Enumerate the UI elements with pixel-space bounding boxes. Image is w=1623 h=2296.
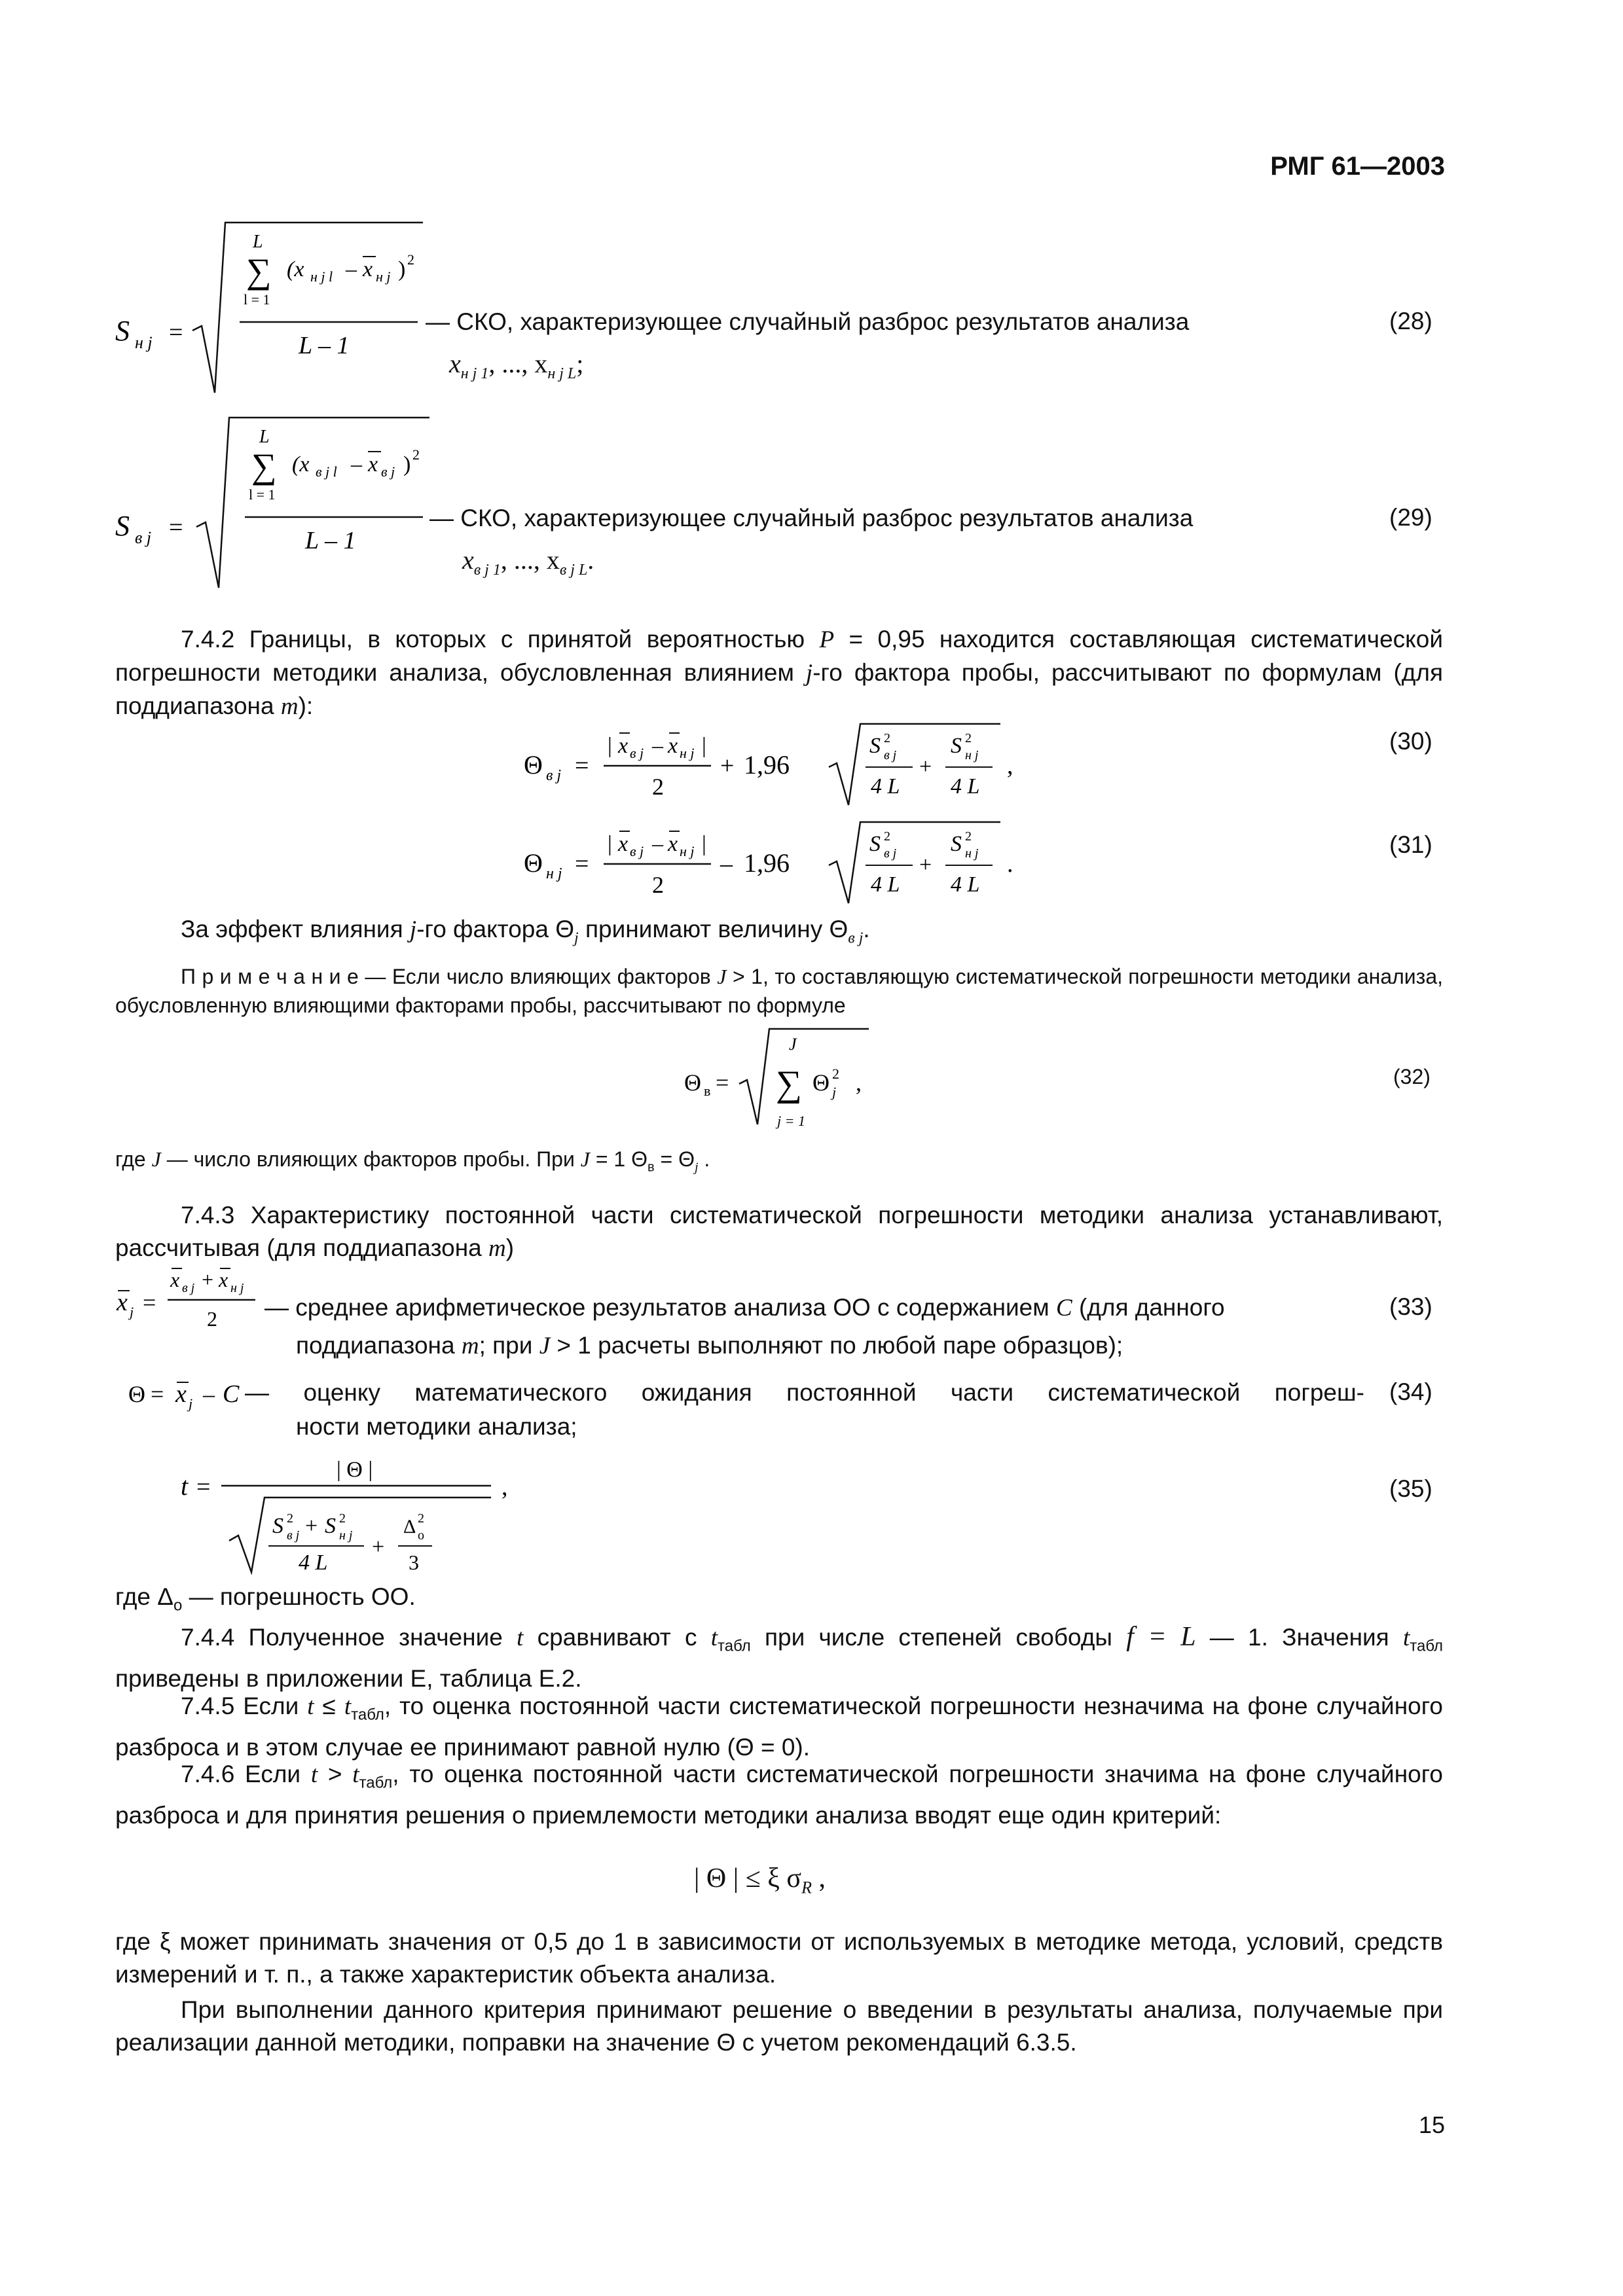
formula-35 <box>115 1444 1490 1575</box>
where-J-line: где J — число влияющих факторов пробы. При J = 1 $\Theta_в = \Theta_j$ . <box>115 1147 710 1175</box>
svg-text:в j: в j <box>630 843 644 859</box>
where-xi-paragraph: где ξ может принимать значения от 0,5 до 1 в зависимости от используемых в методике метода, условий, средств измерений и т. п., а также характеристик объекта анализа. <box>115 1928 1443 1988</box>
svg-text:2: 2 <box>287 1511 293 1526</box>
svg-text:н j: н j <box>680 843 695 859</box>
svg-text:S: S <box>869 734 881 758</box>
svg-text:+: + <box>919 853 932 877</box>
f28-continuation: $x_{н j 1}$, ..., $x_{н j L}$; <box>449 349 584 382</box>
svg-text:4 L: 4 L <box>299 1551 328 1575</box>
svg-text:(x: (x <box>287 257 304 281</box>
svg-text:в j: в j <box>884 748 897 762</box>
svg-text:4 L: 4 L <box>951 774 980 798</box>
formula-30 <box>0 713 1623 812</box>
svg-text:4 L: 4 L <box>951 872 980 897</box>
paragraph-7-4-2: 7.4.2 Границы, в которых с принятой вероятностью P = 0,95 находится составляющая систематической погрешности методики анализа, обусловленная влиянием j-го фактора пробы, рассчитывают по формулам (для поддиапазона m): <box>115 626 1443 720</box>
svg-text:x: x <box>618 832 629 856</box>
f29-continuation: $x_{в j 1}$, ..., $x_{в j L}$. <box>462 545 594 579</box>
svg-text:в j: в j <box>135 528 152 547</box>
svg-text:н j: н j <box>965 748 979 762</box>
svg-text:в j l: в j l <box>316 463 337 480</box>
svg-text:L: L <box>259 427 270 447</box>
svg-text:2: 2 <box>965 731 972 745</box>
final-paragraph: При выполнении данного критерия принимают решение о введении в результаты анализа, получаемые при реализации данной методики, поправки на значение Θ с учетом рекомендаций 6.3.5. <box>115 1996 1443 2056</box>
svg-text:S: S <box>951 832 962 856</box>
svg-text:Δ: Δ <box>403 1516 416 1537</box>
svg-text:2: 2 <box>418 1511 424 1526</box>
svg-text:|: | <box>608 734 612 758</box>
f28-lhs: S <box>115 315 130 347</box>
svg-text:2: 2 <box>832 1066 839 1082</box>
svg-text:Θ: Θ <box>524 750 543 780</box>
svg-text:j: j <box>189 1395 193 1412</box>
f34-continuation: ности методики анализа; <box>296 1413 577 1440</box>
paragraph-7-4-3: 7.4.3 Характеристику постоянной части систематической погрешности методики анализа устанавливают, рассчитывая (для поддиапазона m) <box>115 1202 1443 1262</box>
svg-text:=: = <box>575 752 589 780</box>
svg-text:2: 2 <box>884 829 890 844</box>
svg-text:2: 2 <box>884 731 890 745</box>
f29-number: (29) <box>1389 504 1432 531</box>
svg-text:–: – <box>652 734 663 758</box>
svg-text:): ) <box>403 452 411 476</box>
svg-text:в j: в j <box>630 745 644 761</box>
svg-text:Θ: Θ <box>812 1069 830 1096</box>
svg-text:l = 1: l = 1 <box>244 291 270 308</box>
f28-sigma: ∑ <box>246 251 272 291</box>
svg-text:=: = <box>169 319 183 346</box>
svg-text:=: = <box>196 1473 211 1501</box>
svg-text:+: + <box>202 1268 214 1291</box>
formula-30-math <box>524 713 1113 812</box>
note: П р и м е ч а н и е — Если число влияющих факторов J > 1, то составляющую систематической погрешности методики анализа, обусловленную влияющими факторами пробы, рассчитывают по формуле <box>115 965 1444 1017</box>
svg-text:–: – <box>652 832 663 856</box>
f33-description: — среднее арифметическое результатов анализа ОО с содержанием C (для данного <box>264 1294 1225 1321</box>
svg-text:L – 1: L – 1 <box>305 527 356 554</box>
svg-text:в j: в j <box>884 846 897 861</box>
svg-text:=: = <box>151 1381 164 1407</box>
svg-text:–: – <box>720 850 733 878</box>
where-delta-line: где $\Delta_о$ — погрешность ОО. <box>115 1583 416 1615</box>
svg-text:x: x <box>668 734 678 758</box>
svg-text:2: 2 <box>407 251 414 268</box>
svg-text:н j: н j <box>965 846 979 861</box>
svg-text:2: 2 <box>207 1307 217 1331</box>
svg-text:1,96: 1,96 <box>744 750 790 780</box>
svg-text:в j: в j <box>182 1281 195 1295</box>
f32-number: (32) <box>1393 1065 1431 1088</box>
f34-description: — оценку математического ожидания постоянной части систематической погреш- <box>245 1379 1364 1406</box>
svg-text:,: , <box>501 1473 508 1501</box>
svg-text:L: L <box>253 232 263 252</box>
svg-text:+: + <box>305 1514 318 1538</box>
svg-text:1,96: 1,96 <box>744 848 790 878</box>
f33-number: (33) <box>1389 1293 1432 1320</box>
svg-text:| Θ |: | Θ | <box>337 1458 373 1482</box>
svg-text:2: 2 <box>412 446 420 463</box>
svg-text:x: x <box>363 257 373 281</box>
formula-28 <box>115 209 1490 399</box>
svg-text:н j l: н j l <box>310 268 333 285</box>
formula-33 <box>115 1263 1490 1368</box>
svg-text:4 L: 4 L <box>871 872 900 897</box>
formula-35-math <box>181 1444 639 1575</box>
note-label: П р и м е ч а н и е <box>181 965 359 988</box>
svg-text:j = 1: j = 1 <box>777 1113 805 1129</box>
svg-text:–: – <box>203 1381 215 1407</box>
effect-line: За эффект влияния j-го фактора $\Theta_j$ принимают величину $\Theta_{в j}$. <box>181 916 870 947</box>
f29-description: — СКО, характеризующее случайный разброс результатов анализа <box>429 505 1194 531</box>
f28-lhs-sub: н j <box>135 333 153 352</box>
svg-text:+: + <box>372 1535 385 1559</box>
svg-text:в j: в j <box>546 767 562 784</box>
f34-number: (34) <box>1389 1378 1432 1405</box>
f31-number: (31) <box>1389 831 1432 858</box>
svg-text:+: + <box>919 755 932 779</box>
svg-text:|: | <box>702 832 706 856</box>
svg-text:x: x <box>368 452 378 476</box>
formula-32 <box>0 1021 1623 1132</box>
formula-34 <box>115 1369 1490 1441</box>
f29-sigma: ∑ <box>251 446 277 486</box>
paragraph-7-4-5: 7.4.5 Если $t \le t_{табл}$, то оценка постоянной части систематической погрешности незначима на фоне случайного разброса и в этом случае ее принимают равной нулю (Θ = 0). <box>115 1693 1443 1761</box>
svg-text:x: x <box>170 1268 180 1291</box>
svg-text:=: = <box>716 1069 729 1096</box>
formula-32-math <box>684 1021 946 1132</box>
f28-number: (28) <box>1389 308 1432 334</box>
svg-text:в j: в j <box>287 1528 300 1543</box>
svg-text:x: x <box>618 734 629 758</box>
svg-text:t: t <box>181 1471 189 1501</box>
f28-description: — СКО, характеризующее случайный разброс результатов анализа <box>426 308 1190 335</box>
svg-text:S: S <box>951 734 962 758</box>
svg-text:н j: н j <box>680 745 695 761</box>
doc-code: РМГ 61—2003 <box>1270 152 1445 181</box>
svg-text:S: S <box>869 832 881 856</box>
svg-text:S: S <box>115 510 130 542</box>
f33-continuation: поддиапазона m; при J > 1 расчеты выполняют по любой паре образцов); <box>296 1332 1123 1359</box>
svg-text:|: | <box>608 832 612 856</box>
svg-text:|: | <box>702 734 706 758</box>
formula-29 <box>115 406 1490 596</box>
f29-sqrt <box>196 418 429 588</box>
page-number: 15 <box>1418 2111 1445 2138</box>
svg-text:Θ: Θ <box>128 1381 145 1407</box>
svg-text:x: x <box>117 1289 128 1316</box>
svg-text:н j: н j <box>376 268 391 285</box>
svg-text:2: 2 <box>652 774 664 800</box>
svg-text:=: = <box>143 1289 156 1316</box>
f28-sqrt <box>192 223 423 393</box>
svg-text:J: J <box>789 1035 797 1054</box>
svg-text:н j: н j <box>546 865 562 882</box>
f30-number: (30) <box>1389 728 1432 755</box>
svg-text:2: 2 <box>652 872 664 898</box>
svg-text:.: . <box>1007 850 1013 878</box>
svg-text:(x: (x <box>292 452 310 476</box>
svg-text:–: – <box>351 452 362 476</box>
svg-text:4 L: 4 L <box>871 774 900 798</box>
svg-text:L – 1: L – 1 <box>299 332 350 359</box>
svg-text:S: S <box>272 1514 283 1538</box>
svg-text:н j: н j <box>230 1281 244 1295</box>
svg-text:): ) <box>398 257 406 281</box>
svg-text:=: = <box>169 514 183 541</box>
svg-text:–: – <box>346 257 357 281</box>
svg-text:Θ: Θ <box>684 1069 701 1096</box>
svg-text:,: , <box>1007 752 1013 780</box>
svg-text:Θ: Θ <box>524 848 543 878</box>
svg-text:в j: в j <box>381 463 395 480</box>
paragraph-7-4-4: 7.4.4 Полученное значение t сравнивают с $t_{табл}$ при числе степеней свободы f = L — 1. Значения $t_{табл}$ приведены в приложении Е, таблица Е.2. <box>115 1622 1443 1693</box>
svg-text:S: S <box>325 1514 336 1538</box>
svg-text:x: x <box>175 1380 187 1408</box>
criterion-formula: | Θ | ≤ ξ $\sigma_R$ , <box>694 1863 826 1897</box>
svg-text:+: + <box>720 752 735 780</box>
svg-text:о: о <box>418 1528 424 1543</box>
svg-text:3: 3 <box>409 1551 419 1574</box>
formula-31 <box>0 812 1623 910</box>
svg-text:2: 2 <box>339 1511 346 1526</box>
svg-text:,: , <box>856 1069 862 1096</box>
svg-text:x: x <box>219 1268 228 1291</box>
svg-text:2: 2 <box>965 829 972 844</box>
svg-text:в: в <box>704 1083 711 1099</box>
formula-31-math <box>524 812 1113 910</box>
svg-text:l = 1: l = 1 <box>249 486 276 503</box>
svg-text:н j: н j <box>339 1528 353 1543</box>
f35-number: (35) <box>1389 1475 1432 1502</box>
svg-text:=: = <box>575 850 589 878</box>
svg-text:j: j <box>832 1084 837 1100</box>
svg-text:j: j <box>130 1304 134 1320</box>
svg-text:x: x <box>668 832 678 856</box>
svg-text:∑: ∑ <box>776 1064 802 1104</box>
paragraph-7-4-6: 7.4.6 Если $t > t_{табл}$, то оценка постоянной части систематической погрешности значима на фоне случайного разброса и для принятия решения о приемлемости методики анализа вводят еще один критерий: <box>115 1761 1443 1829</box>
svg-text:C: C <box>223 1380 240 1408</box>
